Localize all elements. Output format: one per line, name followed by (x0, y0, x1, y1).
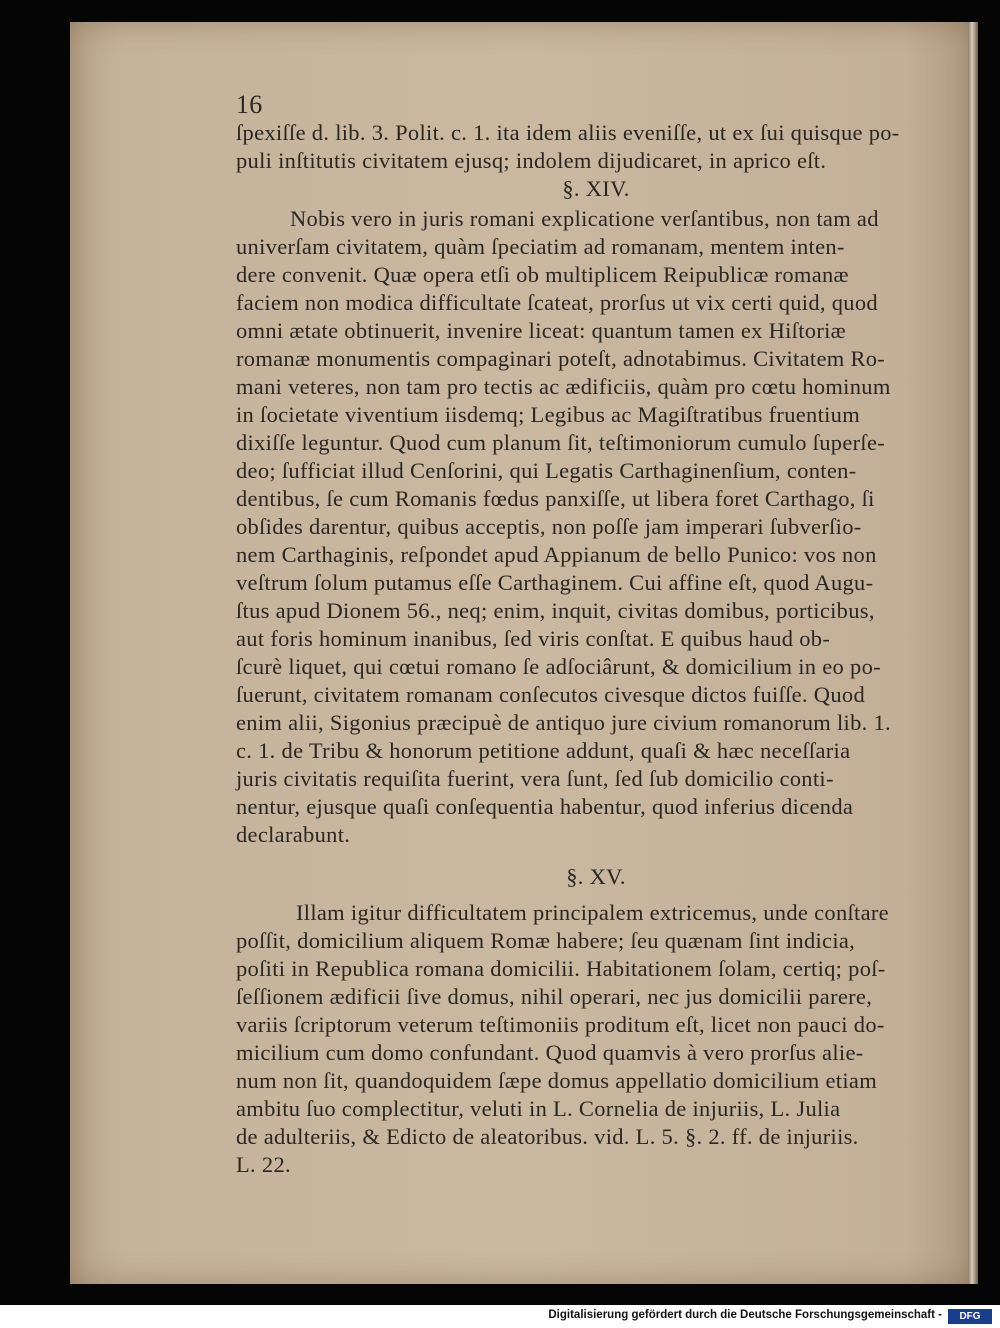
footer-bar (0, 1305, 1000, 1328)
text-line: mani veteres, non tam pro tectis ac ædificiis, quàm pro cœtu hominum (236, 374, 891, 399)
text-line: nem Carthaginis, reſpondet apud Appianum de bello Punico: vos non (236, 542, 877, 567)
text-line: poſiti in Republica romana domicilii. Habitationem ſolam, certiq; poſ- (236, 956, 886, 981)
footer-credit: Digitalisierung gefördert durch die Deutsche Forschungsgemeinschaft - (548, 1309, 942, 1321)
text-line: obſides darentur, quibus acceptis, non poſſe jam imperari ſubverſio- (236, 514, 862, 539)
text-line: veſtrum ſolum putamus eſſe Carthaginem. Cui affine eſt, quod Augu- (236, 570, 874, 595)
text-line: univerſam civitatem, quàm ſpeciatim ad romanam, mentem inten- (236, 234, 845, 259)
section-heading: §. XV. (566, 864, 626, 889)
text-line: ſcurè liquet, qui cœtui romano ſe adſociârunt, & domicilium in eo po- (236, 654, 881, 679)
text-line: Illam igitur difficultatem principalem extricemus, unde conſtare (296, 900, 889, 925)
text-line: puli inſtitutis civitatem ejusq; indolem dijudicaret, in aprico eſt. (236, 148, 827, 173)
text-line: faciem non modica difficultate ſcateat, prorſus ut vix certi quid, quod (236, 290, 878, 315)
text-line: deo; ſufficiat illud Cenſorini, qui Legatis Carthaginenſium, conten- (236, 458, 857, 483)
text-line: de adulteriis, & Edicto de aleatoribus. vid. L. 5. §. 2. ff. de injuriis. (236, 1124, 859, 1149)
text-line: micilium cum domo confundant. Quod quamvis à vero prorſus alie- (236, 1040, 864, 1065)
text-line: poſſit, domicilium aliquem Romæ habere; ſeu quænam ſint indicia, (236, 928, 856, 953)
text-line: aut foris hominum inanibus, ſed viris conſtat. E quibus haud ob- (236, 626, 831, 651)
text-line: declarabunt. (236, 822, 351, 847)
text-line: ſpexiſſe d. lib. 3. Polit. c. 1. ita idem aliis eveniſſe, ut ex ſui quisque po- (236, 120, 900, 145)
text-line: romanæ monumentis compaginari poteſt, adnotabimus. Civitatem Ro- (236, 346, 886, 371)
text-line: dere convenit. Quæ opera etſi ob multiplicem Reipublicæ romanæ (236, 262, 849, 287)
text-line: c. 1. de Tribu & honorum petitione addunt, quaſi & hæc neceſſaria (236, 738, 851, 763)
text-line: ſtus apud Dionem 56., neq; enim, inquit, civitas domibus, porticibus, (236, 598, 875, 623)
text-line: ſeſſionem ædificii ſive domus, nihil operari, nec jus domicilii parere, (236, 984, 873, 1009)
text-line: nentur, ejusque quaſi conſequentia habentur, quod inferius dicenda (236, 794, 854, 819)
text-line: num non ſit, quandoquidem ſæpe domus appellatio domicilium etiam (236, 1068, 877, 1093)
page-number: 16 (236, 90, 263, 119)
text-line: in ſocietate viventium iisdemq; Legibus ac Magiſtratibus fruentium (236, 402, 861, 427)
text-line: ſuerunt, civitatem romanam conſecutos civesque dictos fuiſſe. Quod (236, 682, 866, 707)
text-line: dentibus, ſe cum Romanis fœdus panxiſſe, ut libera foret Carthago, ſi (236, 486, 875, 511)
text-line: L. 22. (236, 1152, 291, 1177)
text-line: juris civitatis requiſita fuerint, vera ſunt, ſed ſub domicilio conti- (236, 766, 834, 791)
text-line: Nobis vero in juris romani explicatione verſantibus, non tam ad (290, 206, 879, 231)
dfg-logo-icon: DFG (948, 1309, 992, 1324)
text-line: omni ætate obtinuerit, invenire liceat: quantum tamen ex Hiſtoriæ (236, 318, 846, 343)
text-line: ambitu ſuo complectitur, veluti in L. Cornelia de injuriis, L. Julia (236, 1096, 841, 1121)
text-line: dixiſſe leguntur. Quod cum planum ſit, teſtimoniorum cumulo ſuperſe- (236, 430, 886, 455)
page-edge (968, 22, 978, 1284)
text-line: variis ſcriptorum veterum teſtimoniis proditum eſt, licet non pauci do- (236, 1012, 885, 1037)
text-line: enim alii, Sigonius præcipuè de antiquo jure civium romanorum lib. 1. (236, 710, 891, 735)
section-heading: §. XIV. (562, 176, 630, 201)
